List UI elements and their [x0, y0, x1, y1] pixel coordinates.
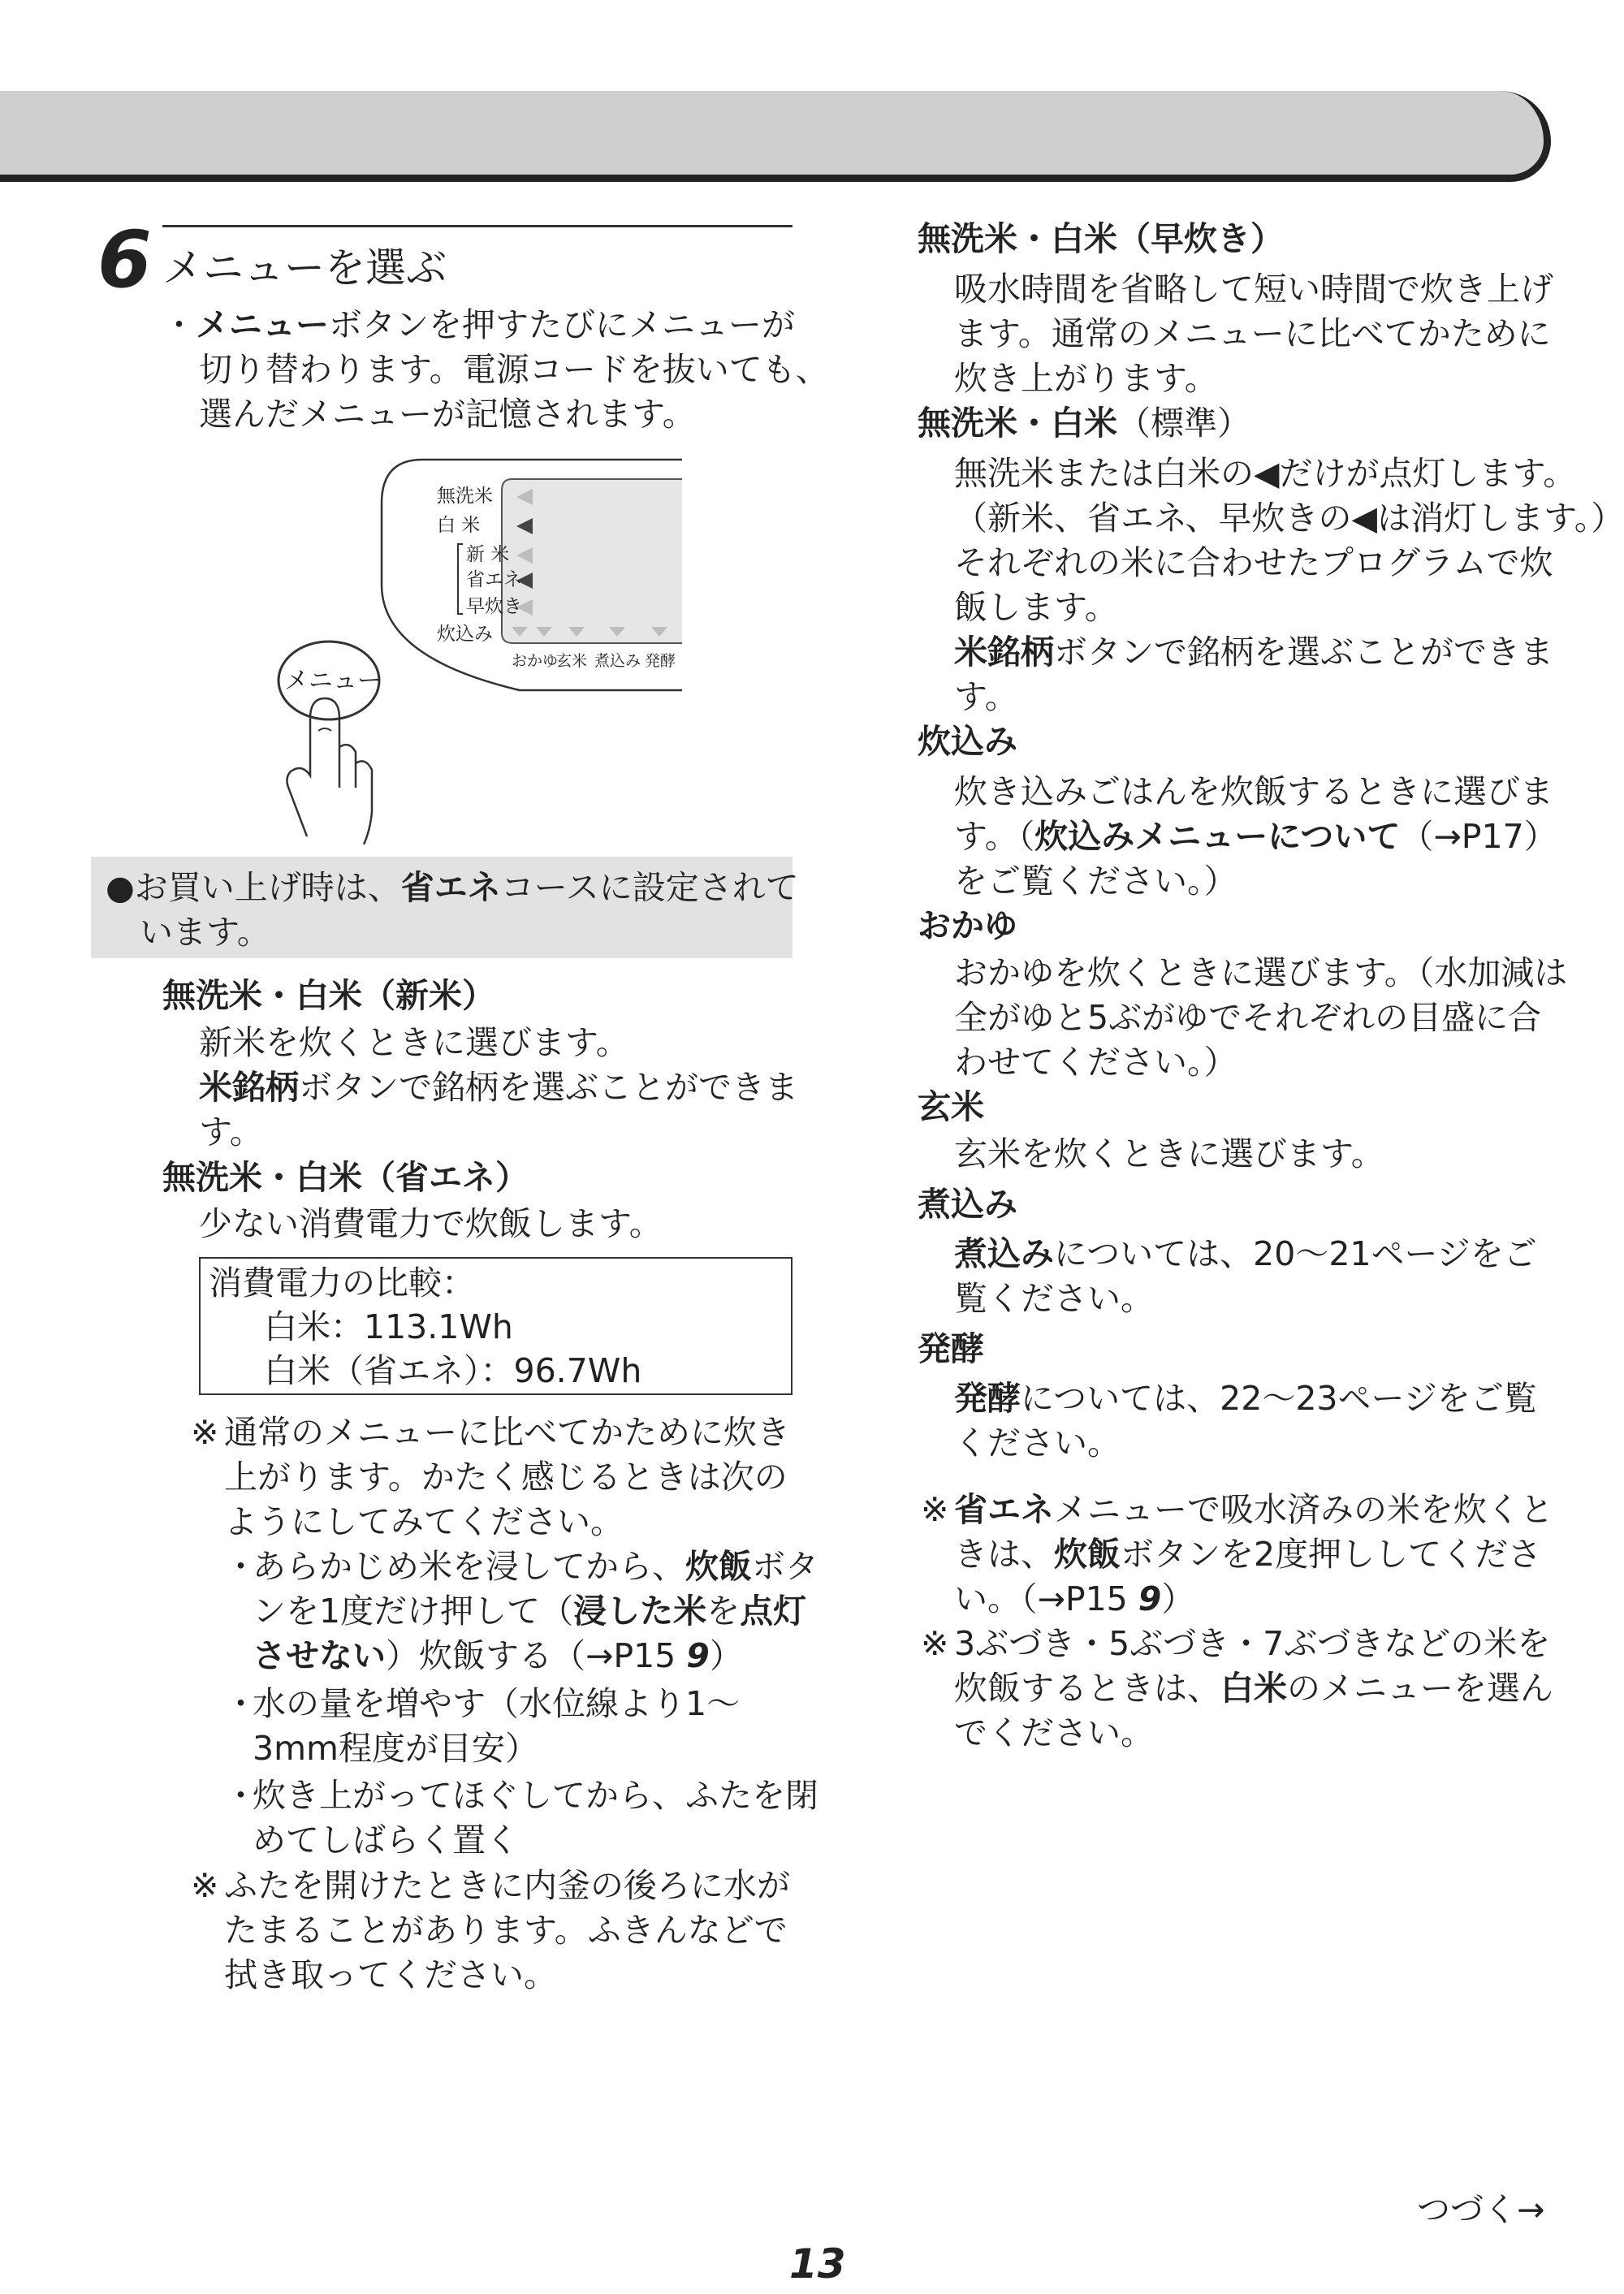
step-number: 6 — [97, 214, 152, 305]
panel-bottom-label: 玄米 — [556, 652, 588, 670]
step-instruction-line: ・メニューボタンを押すたびにメニューが — [162, 305, 795, 344]
power-comparison-title: 消費電力の比較： — [209, 1264, 475, 1303]
section-body-line: 吸水時間を省略して短い時間で炊き上げ — [954, 270, 1553, 309]
control-panel-illustration — [260, 455, 682, 845]
section-body-line: 飯します。 — [954, 588, 1118, 627]
section-body-line: 少ない消費電力で炊飯します。 — [199, 1204, 663, 1243]
section-body-line: （新米、省エネ、早炊きの◀は消灯します。） — [954, 499, 1624, 538]
section-heading: 無洗米・白米（新米） — [162, 976, 495, 1015]
continue-indicator: つづく→ — [1417, 2190, 1545, 2229]
section-body-line: 炊き上がります。 — [954, 359, 1218, 398]
note-mark: ※ — [921, 1490, 949, 1529]
section-body-line: 発酵については、22～23ページをご覧 — [954, 1379, 1537, 1418]
note-line: 上がります。かたく感じるときは次の — [224, 1458, 788, 1497]
bullet: ・ — [162, 305, 196, 344]
panel-label: 白 米 — [437, 515, 481, 536]
section-heading: 無洗米・白米（標準） — [918, 404, 1250, 443]
section-heading: 無洗米・白米（早炊き） — [918, 219, 1284, 258]
section-body-line: をご覧ください。） — [954, 862, 1237, 901]
section-body-line: わせてください。） — [954, 1043, 1237, 1082]
sub-bullet-line: 水の量を増やす（水位線より1～ — [253, 1684, 741, 1723]
panel-bottom-label: おかゆ — [512, 652, 559, 670]
panel-label: 省エネ — [466, 569, 522, 590]
sub-bullet-line: めてしばらく置く — [253, 1821, 519, 1860]
note-line: 炊飯するときは、白米のメニューを選ん — [954, 1669, 1553, 1708]
section-heading: 発酵 — [918, 1329, 984, 1368]
section-body-line: 玄米を炊くときに選びます。 — [954, 1134, 1384, 1173]
sub-bullet-line: ンを1度だけ押して（浸した米を点灯 — [253, 1592, 807, 1631]
header-band — [0, 91, 1551, 182]
step-ref-number: 9 — [1138, 1579, 1162, 1618]
sub-bullet-line: 3mm程度が目安） — [253, 1729, 538, 1768]
menu-keyword: メニュー — [196, 305, 329, 344]
section-heading: おかゆ — [918, 906, 1017, 945]
panel-label: 炊込み — [437, 624, 493, 645]
note-line: 通常のメニューに比べてかために炊き — [224, 1413, 790, 1452]
note-line: きは、炊飯ボタンを2度押ししてくださ — [954, 1535, 1542, 1574]
sub-bullet-line: 炊き上がってほぐしてから、ふたを閉 — [253, 1776, 818, 1815]
step-title-rule — [162, 225, 793, 227]
section-body-line: 覧ください。 — [954, 1279, 1154, 1318]
sub-bullet-line: させない）炊飯する（→P15 9） — [253, 1636, 743, 1675]
note-line: ようにしてみてください。 — [224, 1502, 624, 1541]
menu-button-label: メニュー — [284, 667, 382, 695]
section-body-line: 全がゆと5ぶがゆでそれぞれの目盛に合 — [954, 998, 1542, 1037]
note-line: 拭き取ってください。 — [224, 1955, 557, 1994]
note-line: 3ぶづき・5ぶづき・7ぶづきなどの米を — [954, 1624, 1551, 1663]
section-body-line: 米銘柄ボタンで銘柄を選ぶことができま — [954, 633, 1553, 672]
sub-bullet-line: あらかじめ米を浸してから、炊飯ボタ — [253, 1547, 818, 1586]
default-setting-note-line: ●お買い上げ時は、省エネコースに設定されて — [106, 868, 799, 907]
section-body-line: 米銘柄ボタンで銘柄を選ぶことができま — [199, 1068, 798, 1107]
panel-label: 新 米 — [466, 544, 510, 565]
step-instruction-line: 選んだメニューが記憶されます。 — [199, 395, 696, 434]
section-body-line: ください。 — [954, 1423, 1121, 1462]
section-body-line: それぞれの米に合わせたプログラムで炊 — [954, 543, 1553, 582]
note-mark: ※ — [921, 1624, 949, 1663]
step-instruction-line: 切り替わります。電源コードを抜いても、 — [199, 350, 829, 389]
section-body-line: ます。通常のメニューに比べてかために — [954, 314, 1551, 353]
section-heading: 炊込み — [918, 722, 1017, 761]
section-body-line: す。 — [199, 1112, 263, 1151]
panel-bottom-label: 煮込み — [594, 652, 641, 670]
section-body-line: 新米を炊くときに選びます。 — [199, 1023, 629, 1062]
power-comparison-value: 白米：113.1Wh — [264, 1307, 513, 1346]
note-mark: ※ — [191, 1413, 219, 1452]
note-mark: ※ — [191, 1866, 219, 1905]
section-body-line: 無洗米または白米の◀だけが点灯します。 — [954, 454, 1577, 493]
power-comparison-box — [199, 1257, 793, 1395]
section-heading: 煮込み — [918, 1185, 1017, 1224]
section-heading: 玄米 — [918, 1087, 984, 1126]
note-line: い。（→P15 9） — [954, 1579, 1195, 1618]
panel-label: 無洗米 — [437, 486, 493, 507]
sub-bullet: ・ — [224, 1776, 257, 1815]
default-setting-note-line: います。 — [140, 913, 270, 952]
note-line: たまることがあります。ふきんなどで — [224, 1911, 788, 1950]
step-title: メニューを選ぶ — [162, 244, 447, 292]
section-body-line: 煮込みについては、20～21ページをご — [954, 1234, 1537, 1273]
section-body-line: す。（炊込みメニューについて（→P17） — [954, 817, 1557, 856]
section-heading: 無洗米・白米（省エネ） — [162, 1158, 529, 1197]
note-line: でください。 — [954, 1713, 1154, 1752]
page-number: 13 — [789, 2240, 846, 2288]
panel-bottom-label: 発酵 — [645, 652, 676, 670]
sub-bullet: ・ — [224, 1547, 257, 1586]
panel-label: 早炊き — [466, 596, 522, 617]
step-ref-number: 9 — [686, 1636, 710, 1675]
section-body-line: 炊き込みごはんを炊飯するときに選びま — [954, 772, 1553, 811]
section-body-line: おかゆを炊くときに選びます。（水加減は — [954, 953, 1568, 992]
sub-bullet: ・ — [224, 1684, 257, 1723]
power-comparison-value: 白米（省エネ）：96.7Wh — [264, 1351, 642, 1390]
section-body-line: す。 — [954, 677, 1018, 716]
note-line: ふたを開けたときに内釜の後ろに水が — [224, 1866, 790, 1905]
note-line: 省エネメニューで吸水済みの米を炊くと — [954, 1490, 1553, 1529]
